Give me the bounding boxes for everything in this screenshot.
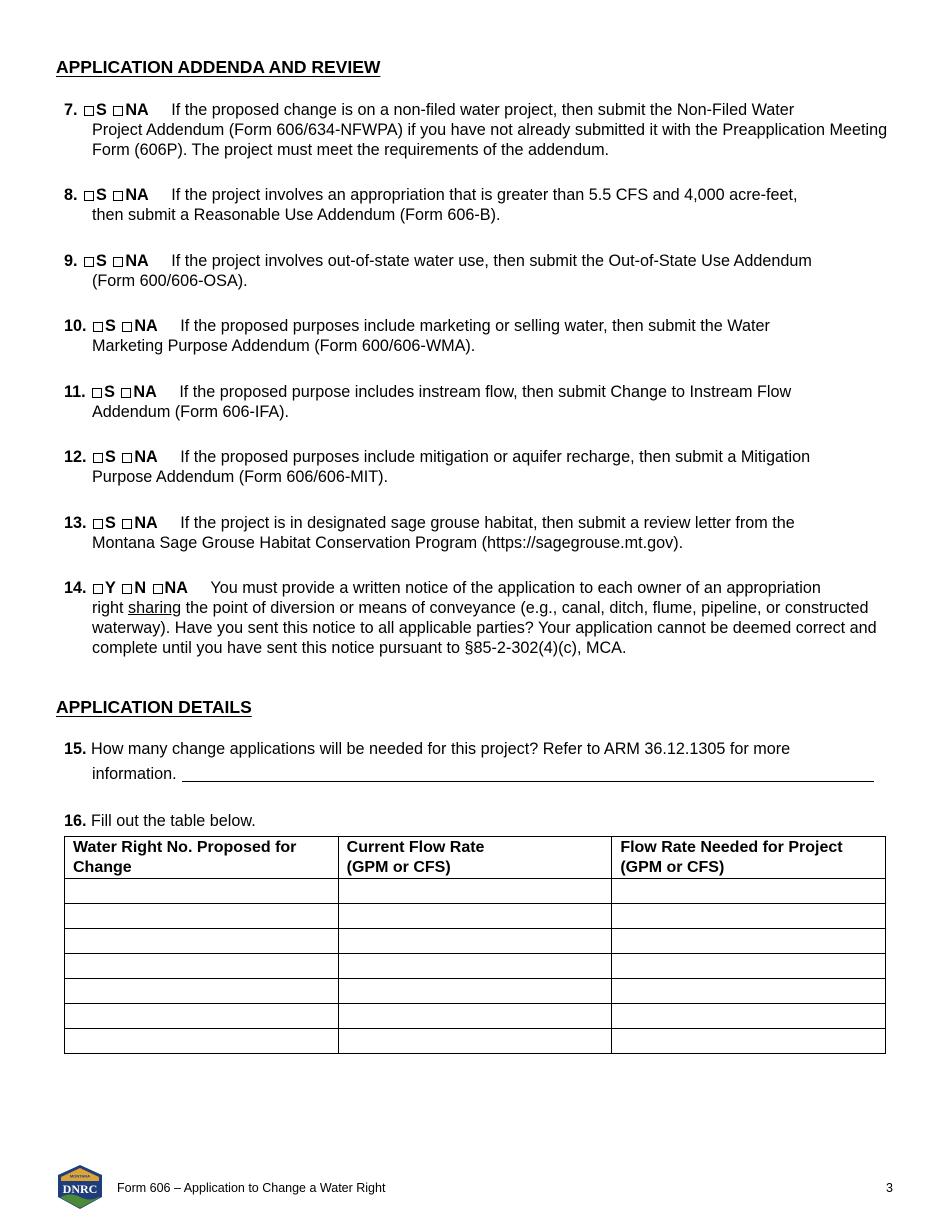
question-16 — [64, 809, 890, 834]
item-text-cont: Marketing Purpose Addendum (Form 600/606-WMA). — [92, 337, 476, 355]
item-text: If the proposed change is on a non-filed water project, then submit the Non-Filed Water — [171, 101, 795, 119]
item-number: 13. — [64, 514, 87, 532]
checkbox-na[interactable] — [113, 106, 123, 116]
table-row — [65, 879, 886, 904]
question-text-cont: information. — [92, 765, 177, 783]
question-text: How many change applications will be needed for this project? Refer to ARM 36.12.1305 for more — [91, 740, 791, 758]
table-cell-input[interactable] — [612, 1029, 886, 1054]
table-cell-input[interactable] — [338, 1004, 612, 1029]
table-cell-input[interactable] — [338, 979, 612, 1004]
header-current-flow: Current Flow Rate (GPM or CFS) — [338, 837, 612, 879]
table-cell-input[interactable] — [65, 929, 339, 954]
table-cell-input[interactable] — [612, 954, 886, 979]
header-needed-flow: Flow Rate Needed for Project (GPM or CFS) — [612, 837, 886, 879]
answer-line-input[interactable] — [182, 765, 874, 782]
item-text: If the project is in designated sage grouse habitat, then submit a review letter from the — [180, 514, 795, 532]
item-text: If the proposed purposes include mitigation or aquifer recharge, then submit a Mitigation — [180, 448, 811, 466]
checkbox-yes[interactable] — [93, 584, 103, 594]
section-title-addenda: APPLICATION ADDENDA AND REVIEW — [56, 57, 381, 77]
addendum-item-13: 13. S NA If the project is in designated sage grouse habitat, then submit a review letter from the Montana Sage Grouse Habitat Conservation Program (https://sagegrouse.mt.gov). — [64, 513, 890, 553]
flow-rate-table — [64, 836, 886, 1054]
table-cell-input[interactable] — [612, 879, 886, 904]
item-text-cont: Project Addendum (Form 606/634-NFWPA) if you have not already submitted it with the Preapplication Meeting Form (606P). The project must meet the requirements of the addendum. — [92, 121, 888, 159]
table-cell-input[interactable] — [338, 1029, 612, 1054]
table-cell-input[interactable] — [612, 979, 886, 1004]
table-row — [65, 979, 886, 1004]
checkbox-na[interactable] — [153, 584, 163, 594]
table-cell-input[interactable] — [65, 904, 339, 929]
addendum-item-9: 9. S NA If the project involves out-of-state water use, then submit the Out-of-State Use Addendum (Form 600/606-OSA). — [64, 251, 890, 291]
table-row — [65, 904, 886, 929]
checkbox-s[interactable] — [93, 322, 103, 332]
addendum-item-12: 12. S NA If the proposed purposes include mitigation or aquifer recharge, then submit a Mitigation Purpose Addendum (Form 606/606-MIT). — [64, 447, 890, 487]
underlined-word: sharing — [128, 599, 182, 617]
item-text-cont: Addendum (Form 606-IFA). — [92, 403, 290, 421]
checkbox-na[interactable] — [122, 519, 132, 529]
addendum-item-8: 8. S NA If the project involves an appropriation that is greater than 5.5 CFS and 4,000 acre-feet, then submit a Reasonable Use Addendum (Form 606-B). — [64, 185, 890, 225]
item-number: 11. — [64, 383, 86, 401]
item-text: If the project involves out-of-state water use, then submit the Out-of-State Use Addendum — [171, 252, 812, 270]
item-number: 12. — [64, 448, 87, 466]
table-cell-input[interactable] — [65, 1004, 339, 1029]
checkbox-no[interactable] — [122, 584, 132, 594]
item-number: 8. — [64, 186, 78, 204]
item-number: 7. — [64, 101, 78, 119]
question-text: Fill out the table below. — [91, 812, 256, 830]
addendum-item-11: 11. S NA If the proposed purpose includes instream flow, then submit Change to Instream Flow Addendum (Form 606-IFA). — [64, 382, 890, 422]
checkbox-s[interactable] — [92, 388, 102, 398]
question-number: 16. — [64, 812, 87, 830]
table-cell-input[interactable] — [65, 1029, 339, 1054]
table-row — [65, 954, 886, 979]
table-cell-input[interactable] — [338, 929, 612, 954]
addendum-item-7: 7. S NA If the proposed change is on a non-filed water project, then submit the Non-Filed Water Project Addendum (Form 606/634-NFWPA) if you have not already submitted it with the Preapplication Meeting Form (606P). The project must meet the requirements of the addendum. — [64, 100, 890, 160]
item-text: If the project involves an appropriation that is greater than 5.5 CFS and 4,000 acre-feet, — [171, 186, 798, 204]
item-text-cont: Purpose Addendum (Form 606/606-MIT). — [92, 468, 389, 486]
question-number: 15. — [64, 740, 87, 758]
table-cell-input[interactable] — [612, 929, 886, 954]
table-cell-input[interactable] — [338, 879, 612, 904]
logo-text: DNRC — [62, 1182, 98, 1196]
item-text: If the proposed purposes include marketing or selling water, then submit the Water — [180, 317, 770, 335]
checkbox-na[interactable] — [122, 322, 132, 332]
footer-form-title: Form 606 – Application to Change a Water Right — [117, 1181, 386, 1195]
section-title-details: APPLICATION DETAILS — [56, 697, 252, 717]
item-text-cont: Montana Sage Grouse Habitat Conservation Program (https://sagegrouse.mt.gov). — [92, 534, 684, 552]
table-cell-input[interactable] — [65, 954, 339, 979]
footer-page-number: 3 — [886, 1181, 893, 1195]
checkbox-na[interactable] — [113, 191, 123, 201]
checkbox-s[interactable] — [84, 191, 94, 201]
addendum-item-14: 14. Y N NA You must provide a written notice of the application to each owner of an appropriation right sharing the point of diversion or means of conveyance (e.g., canal, ditch, flume, pipeline, or constructed waterway). Have you sent this notice to all applicable parties? Your application cannot be deemed correct and complete until you have sent this notice pursuant to §85-2-302(4)(c), MCA. — [64, 578, 890, 658]
table-cell-input[interactable] — [338, 904, 612, 929]
dnrc-logo — [56, 1164, 104, 1210]
checkbox-na[interactable] — [122, 453, 132, 463]
logo-small-text: MONTANA — [69, 1173, 91, 1179]
checkbox-s[interactable] — [93, 453, 103, 463]
item-number: 14. — [64, 579, 87, 597]
item-text-cont: (Form 600/606-OSA). — [92, 272, 248, 290]
checkbox-na[interactable] — [121, 388, 131, 398]
table-row — [65, 1004, 886, 1029]
table-cell-input[interactable] — [65, 979, 339, 1004]
checkbox-na[interactable] — [113, 257, 123, 267]
question-15 — [64, 737, 890, 787]
header-water-right: Water Right No. Proposed for Change — [65, 837, 339, 879]
table-cell-input[interactable] — [612, 904, 886, 929]
item-number: 9. — [64, 252, 78, 270]
table-row — [65, 929, 886, 954]
item-text: If the proposed purpose includes instream flow, then submit Change to Instream Flow — [179, 383, 792, 401]
item-text-cont: right sharing the point of diversion or means of conveyance (e.g., canal, ditch, flume, pipeline, or constructed waterway). Have you sent this notice to all applicable parties? Your application cannot be deemed correct and complete until you have sent this notice pursuant to §85-2-302(4)(c), MCA. — [92, 599, 877, 657]
table-header-row — [65, 837, 886, 879]
addendum-item-10: 10. S NA If the proposed purposes include marketing or selling water, then submit the Water Marketing Purpose Addendum (Form 600/606-WMA). — [64, 316, 890, 356]
table-cell-input[interactable] — [612, 1004, 886, 1029]
table-cell-input[interactable] — [338, 954, 612, 979]
table-row — [65, 1029, 886, 1054]
checkbox-s[interactable] — [84, 106, 94, 116]
item-text-cont: then submit a Reasonable Use Addendum (Form 606-B). — [92, 206, 501, 224]
item-number: 10. — [64, 317, 87, 335]
table-cell-input[interactable] — [65, 879, 339, 904]
checkbox-s[interactable] — [93, 519, 103, 529]
checkbox-s[interactable] — [84, 257, 94, 267]
item-text: You must provide a written notice of the application to each owner of an appropriation — [210, 579, 821, 597]
